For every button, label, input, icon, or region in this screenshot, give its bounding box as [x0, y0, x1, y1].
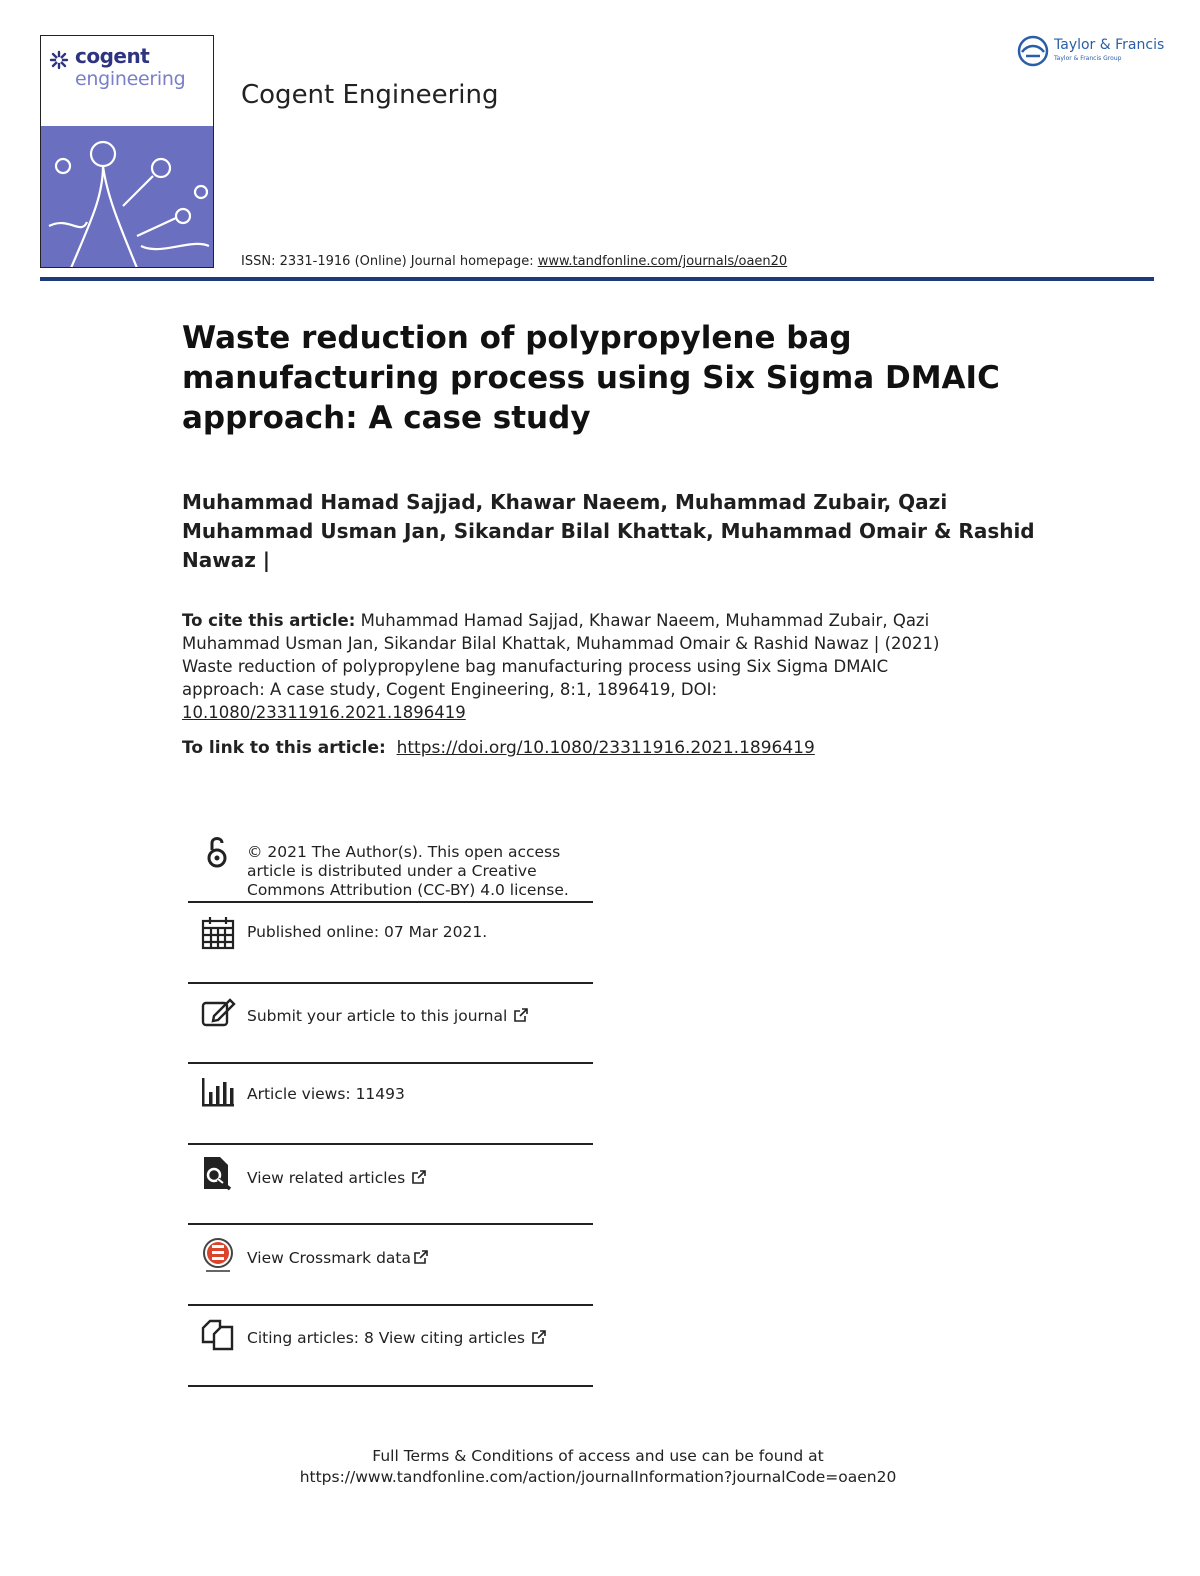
- bar-chart-icon: [200, 1074, 236, 1110]
- journal-homepage-link[interactable]: www.tandfonline.com/journals/oaen20: [537, 254, 788, 269]
- external-link-icon: [413, 1249, 429, 1265]
- related-text[interactable]: [247, 1169, 427, 1188]
- footer: [0, 1446, 1196, 1488]
- citing-articles-icon: [200, 1316, 236, 1352]
- citing-text[interactable]: [247, 1329, 547, 1348]
- crossmark-label[interactable]: View Crossmark data: [247, 1249, 411, 1267]
- molecule-illustration-icon: [41, 126, 213, 268]
- published-text: Published online: 07 Mar 2021.: [247, 923, 488, 941]
- article-title: Waste reduction of polypropylene bag manufacturing process using Six Sigma DMAIC approach: A case study: [182, 320, 1000, 436]
- submit-text[interactable]: [247, 1007, 529, 1026]
- cogent-logo-icon: [49, 50, 69, 70]
- calendar-icon: [200, 915, 236, 951]
- citation-block: [182, 609, 942, 724]
- related-item[interactable]: [188, 1145, 593, 1225]
- related-label[interactable]: View related articles: [247, 1169, 406, 1187]
- link-label: To link to this article:: [182, 738, 386, 758]
- search-document-icon: [200, 1155, 236, 1191]
- citing-item[interactable]: [188, 1306, 593, 1387]
- header-divider: [40, 277, 1154, 281]
- external-link-icon: [411, 1169, 427, 1185]
- footer-terms-link[interactable]: https://www.tandfonline.com/action/journalInformation?journalCode=oaen20: [299, 1468, 897, 1486]
- cite-doi-link[interactable]: 10.1080/23311916.2021.1896419: [182, 703, 466, 722]
- taylor-francis-logo-icon: [1016, 34, 1050, 68]
- edit-icon: [200, 994, 236, 1030]
- cover-header: [41, 36, 213, 126]
- article-link-line: [182, 738, 815, 758]
- crossmark-item[interactable]: [188, 1225, 593, 1306]
- citing-label[interactable]: Citing articles: 8 View citing articles: [247, 1329, 525, 1347]
- submit-item[interactable]: [188, 984, 593, 1064]
- publisher-group: Taylor & Francis Group: [1054, 55, 1122, 62]
- article-authors: Muhammad Hamad Sajjad, Khawar Naeem, Muhammad Zubair, Qazi Muhammad Usman Jan, Sikandar Bilal Khattak, Muhammad Omair & Rashid Nawaz |: [182, 490, 1035, 572]
- cover-brand: cogent: [75, 44, 150, 68]
- cover-artwork: [41, 126, 213, 267]
- license-item: [188, 830, 593, 903]
- open-access-icon: [200, 834, 236, 870]
- publisher-name: Taylor & Francis: [1054, 37, 1165, 53]
- license-text: © 2021 The Author(s). This open access article is distributed under a Creative Commons Attribution (CC-BY) 4.0 license.: [247, 843, 569, 899]
- issn-line: [241, 254, 787, 269]
- published-item: [188, 903, 593, 984]
- journal-name: Cogent Engineering: [241, 80, 499, 110]
- footer-terms-text: Full Terms & Conditions of access and use can be found at: [372, 1447, 824, 1465]
- submit-label[interactable]: Submit your article to this journal: [247, 1007, 508, 1025]
- issn-text: ISSN: 2331-1916 (Online) Journal homepage:: [241, 254, 538, 269]
- cite-label: To cite this article:: [182, 611, 356, 630]
- views-text: Article views: 11493: [247, 1085, 405, 1103]
- external-link-icon: [513, 1007, 529, 1023]
- views-item: [188, 1064, 593, 1145]
- crossmark-icon: [200, 1237, 236, 1273]
- crossmark-text[interactable]: [247, 1249, 429, 1268]
- article-doi-link[interactable]: https://doi.org/10.1080/23311916.2021.1896419: [396, 738, 815, 758]
- external-link-icon: [531, 1329, 547, 1345]
- cite-text: Muhammad Hamad Sajjad, Khawar Naeem, Muhammad Zubair, Qazi Muhammad Usman Jan, Sikandar Bilal Khattak, Muhammad Omair & Rashid Nawaz | (2021) Waste reduction of polypropylene bag manufacturing process using Six Sigma DMAIC approach: A case study, Cogent Engineering, 8:1, 1896419, DOI:: [182, 611, 940, 699]
- cover-subtitle: engineering: [75, 68, 186, 90]
- publisher-logo[interactable]: [1016, 34, 1165, 70]
- journal-cover-image: [40, 35, 214, 268]
